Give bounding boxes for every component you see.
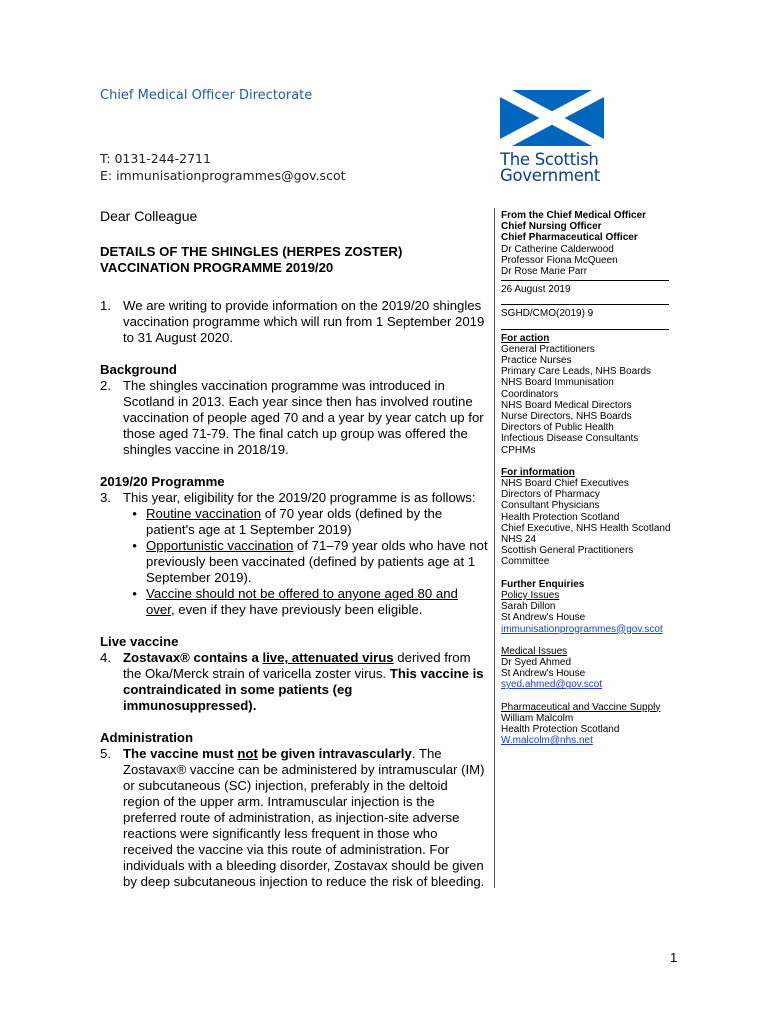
divider xyxy=(501,329,669,330)
medical-email-link[interactable]: syed.ahmed@gov.scot xyxy=(501,679,603,691)
list-item: NHS Board Chief Executives xyxy=(501,478,629,490)
sidebar xyxy=(501,210,671,746)
contact-name: Sarah Dillon xyxy=(501,601,556,613)
list-item: Nurse Directors, NHS Boards xyxy=(501,411,632,423)
signatory-name: Professor Fiona McQueen xyxy=(501,254,618,266)
list-item: CPHMs xyxy=(501,444,536,456)
signatory-name: Dr Rose Marie Parr xyxy=(501,266,588,278)
saltire-flag-icon xyxy=(500,90,604,146)
signatory-name: Dr Catherine Calderwood xyxy=(501,243,614,255)
logo-wordmark xyxy=(500,152,604,184)
contact-place: Health Protection Scotland xyxy=(501,723,620,735)
bullet-text: , even if they have previously been eligible. xyxy=(170,602,423,617)
medical-issues-heading: Medical Issues xyxy=(501,645,568,657)
paragraph-number: 4. xyxy=(100,650,111,665)
pharmaceutical-heading: Pharmaceutical and Vaccine Supply xyxy=(501,701,661,713)
list-item: Directors of Public Health xyxy=(501,422,614,434)
contact-place: St Andrew's House xyxy=(501,612,586,624)
paragraph-5 xyxy=(100,746,488,890)
phone-number: T: 0131-244-2711 xyxy=(100,151,211,166)
paragraph-2 xyxy=(100,378,488,458)
column-divider xyxy=(494,208,495,888)
eligibility-list xyxy=(123,506,488,618)
list-item: Infectious Disease Consultants xyxy=(501,433,639,445)
list-item: Health Protection Scotland xyxy=(501,511,620,523)
paragraph-number: 5. xyxy=(100,746,111,761)
paragraph-text: This year, eligibility for the 2019/20 programme is as follows: xyxy=(123,490,476,505)
divider xyxy=(501,280,669,281)
from-line: Chief Pharmaceutical Officer xyxy=(501,232,638,244)
list-item: Consultant Physicians xyxy=(501,500,600,512)
list-item: Directors of Pharmacy xyxy=(501,489,600,501)
salutation: Dear Colleague xyxy=(100,208,198,224)
logo-line-2: Government xyxy=(500,166,600,185)
paragraph-number: 3. xyxy=(100,490,111,505)
list-item: NHS Board Immunisation Coordinators xyxy=(501,377,614,400)
contact-name: Dr Syed Ahmed xyxy=(501,656,572,668)
administration-heading: Administration xyxy=(100,730,194,745)
bullet-underlined: Opportunistic vaccination xyxy=(146,538,294,553)
page-number: 1 xyxy=(670,950,678,965)
policy-email-link[interactable]: immunisationprogrammes@gov.scot xyxy=(501,623,663,635)
letter-title: DETAILS OF THE SHINGLES (HERPES ZOSTER) VACCINATION PROGRAMME 2019/20 xyxy=(100,244,403,275)
programme-heading: 2019/20 Programme xyxy=(100,474,225,489)
letter-body xyxy=(100,208,488,890)
list-item: Chief Executive, NHS Health Scotland xyxy=(501,522,671,534)
from-line: Chief Nursing Officer xyxy=(501,221,602,233)
paragraph-text: The vaccine must not be given intravascularly. The Zostavax® vaccine can be administered by intramuscular (IM) or subcutaneous (SC) injection, preferably in the deltoid region of the upper arm. Intramuscular injection is the preferred route of administration, as injection-site adverse reactions were significantly less frequent in those who received the vaccine via this route of administration. For individuals with a bleeding disorder, Zostavax should be given by deep subcutaneous injection to reduce the risk of bleeding. xyxy=(123,746,485,889)
from-line: From the Chief Medical Officer xyxy=(501,210,647,221)
pharma-email-link[interactable]: W.malcolm@nhs.net xyxy=(501,735,593,747)
paragraph-4 xyxy=(100,650,488,714)
contact-place: St Andrew's House xyxy=(501,668,586,680)
contact-details xyxy=(100,150,346,184)
bullet-underlined: Routine vaccination xyxy=(146,506,262,521)
list-item: General Practitioners xyxy=(501,343,595,355)
contact-name: William Malcolm xyxy=(501,712,574,724)
letter-date: 26 August 2019 xyxy=(501,284,571,296)
list-item: Primary Care Leads, NHS Boards xyxy=(501,366,652,378)
paragraph-text: We are writing to provide information on the 2019/20 shingles vaccination programme which will run from 1 September 2019 to 31 August 2020. xyxy=(123,298,485,345)
bullet-text: of 70 year olds (defined by the patient's age at 1 September 2019) xyxy=(146,506,443,537)
paragraph-number: 1. xyxy=(100,298,111,313)
contact-email: E: immunisationprogrammes@gov.scot xyxy=(100,168,346,183)
list-item: NHS Board Medical Directors xyxy=(501,399,632,411)
logo-line-1: The Scottish xyxy=(500,150,599,169)
bullet-text: of 71–79 year olds who have not previously been vaccinated (defined by patients age at 1 September 2019). xyxy=(146,538,488,585)
list-item xyxy=(123,586,488,618)
paragraph-text: The shingles vaccination programme was introduced in Scotland in 2013. Each year since then has involved routine vaccination of people aged 70 and a year by year catch up for those aged 71-79. The final catch up group was offered the shingles vaccine in 2018/19. xyxy=(123,378,484,457)
bullet-underlined: Vaccine should not be offered to anyone aged 80 and over xyxy=(146,586,458,617)
divider xyxy=(501,304,669,305)
bullet-icon: • xyxy=(132,506,137,521)
scottish-government-logo xyxy=(500,90,604,184)
list-item: NHS 24 xyxy=(501,534,537,546)
list-item: Scottish General Practitioners Committee xyxy=(501,545,634,568)
bullet-icon: • xyxy=(132,586,137,601)
policy-issues-heading: Policy Issues xyxy=(501,589,560,601)
paragraph-1 xyxy=(100,298,488,346)
further-enquiries-heading: Further Enquiries xyxy=(501,578,585,590)
for-information-heading: For information xyxy=(501,466,575,478)
background-heading: Background xyxy=(100,362,177,377)
list-item: Practice Nurses xyxy=(501,355,572,367)
directorate-name: Chief Medical Officer Directorate xyxy=(100,88,313,103)
paragraph-text: Zostavax® contains a live, attenuated virus derived from the Oka/Merck strain of varicella zoster virus. This vaccine is contraindicated in some patients (eg immunosuppressed). xyxy=(123,650,484,713)
paragraph-number: 2. xyxy=(100,378,111,393)
live-vaccine-heading: Live vaccine xyxy=(100,634,179,649)
list-item xyxy=(123,506,488,538)
letter-reference: SGHD/CMO(2019) 9 xyxy=(501,308,594,320)
bullet-icon: • xyxy=(132,538,137,553)
paragraph-3 xyxy=(100,490,488,618)
for-action-heading: For action xyxy=(501,332,550,344)
list-item xyxy=(123,538,488,586)
